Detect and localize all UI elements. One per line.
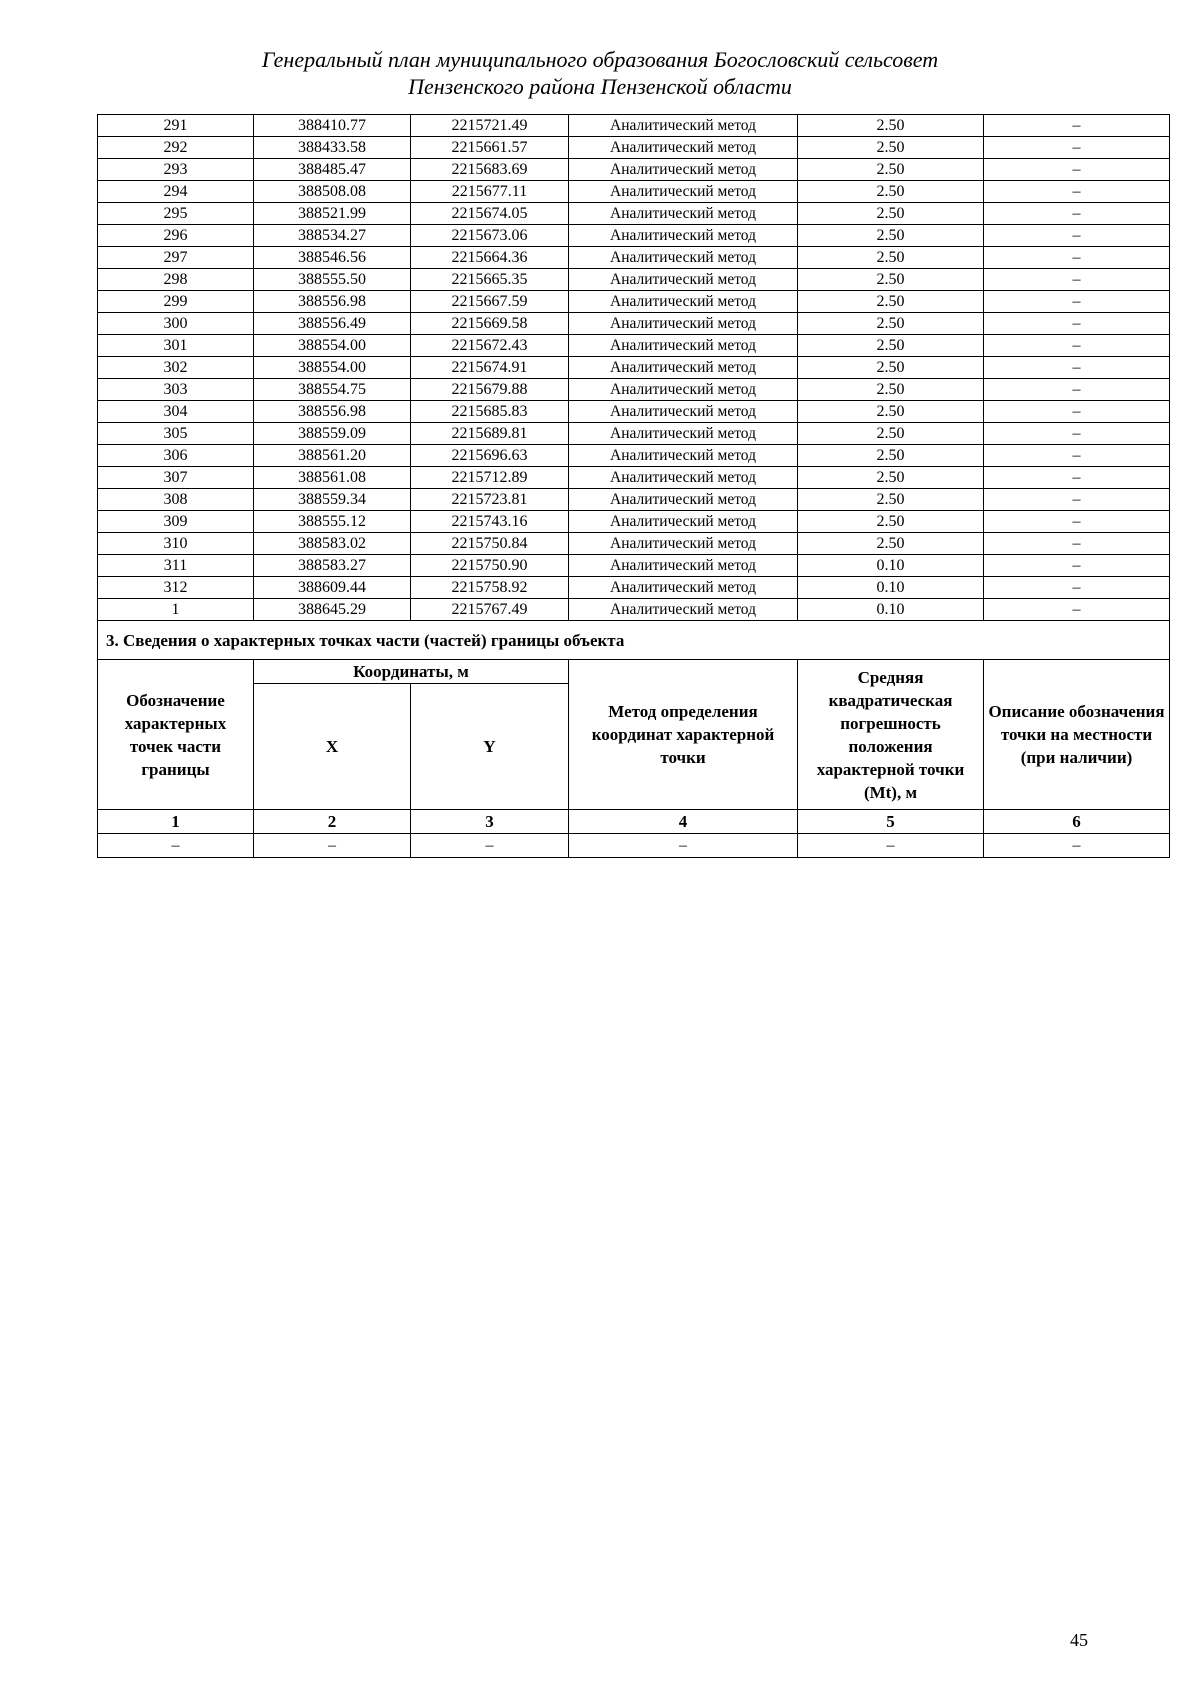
section-3-title-row (98, 621, 1170, 660)
description-cell: – (984, 489, 1170, 511)
x-coordinate-cell: 388555.50 (254, 269, 411, 291)
point-number-cell: 303 (98, 379, 254, 401)
empty-row (98, 834, 1170, 858)
method-cell: Аналитический метод (569, 291, 798, 313)
point-number-cell: 293 (98, 159, 254, 181)
x-coordinate-cell: 388485.47 (254, 159, 411, 181)
table-row (98, 225, 1170, 247)
error-cell: 0.10 (798, 577, 984, 599)
error-cell: 2.50 (798, 401, 984, 423)
point-number-cell: 295 (98, 203, 254, 225)
y-coordinate-cell: 2215750.84 (411, 533, 569, 555)
error-cell: 2.50 (798, 203, 984, 225)
error-cell: 2.50 (798, 313, 984, 335)
y-coordinate-cell: 2215743.16 (411, 511, 569, 533)
table-row (98, 511, 1170, 533)
method-cell: Аналитический метод (569, 247, 798, 269)
y-coordinate-cell: 2215664.36 (411, 247, 569, 269)
error-cell: 2.50 (798, 137, 984, 159)
y-coordinate-cell: 2215758.92 (411, 577, 569, 599)
x-coordinate-cell: 388546.56 (254, 247, 411, 269)
description-cell: – (984, 467, 1170, 489)
y-coordinate-cell: 2215661.57 (411, 137, 569, 159)
x-coordinate-cell: 388561.08 (254, 467, 411, 489)
description-cell: – (984, 379, 1170, 401)
method-cell: Аналитический метод (569, 423, 798, 445)
method-cell: Аналитический метод (569, 533, 798, 555)
section-3 (98, 621, 1170, 858)
y-coordinate-cell: 2215665.35 (411, 269, 569, 291)
error-cell: 2.50 (798, 445, 984, 467)
x-coordinate-cell: 388508.08 (254, 181, 411, 203)
table-row (98, 423, 1170, 445)
x-coordinate-cell: 388554.00 (254, 357, 411, 379)
header-x: X (254, 684, 411, 810)
y-coordinate-cell: 2215669.58 (411, 313, 569, 335)
error-cell: 2.50 (798, 379, 984, 401)
table-row (98, 291, 1170, 313)
description-cell: – (984, 203, 1170, 225)
y-coordinate-cell: 2215674.91 (411, 357, 569, 379)
point-number-cell: 307 (98, 467, 254, 489)
x-coordinate-cell: 388645.29 (254, 599, 411, 621)
y-coordinate-cell: 2215689.81 (411, 423, 569, 445)
point-number-cell: 292 (98, 137, 254, 159)
method-cell: Аналитический метод (569, 313, 798, 335)
method-cell: Аналитический метод (569, 445, 798, 467)
y-coordinate-cell: 2215712.89 (411, 467, 569, 489)
y-coordinate-cell: 2215683.69 (411, 159, 569, 181)
description-cell: – (984, 577, 1170, 599)
point-number-cell: 1 (98, 599, 254, 621)
x-coordinate-cell: 388583.02 (254, 533, 411, 555)
point-number-cell: 291 (98, 115, 254, 137)
x-coordinate-cell: 388554.00 (254, 335, 411, 357)
empty-cell: – (569, 834, 798, 858)
y-coordinate-cell: 2215673.06 (411, 225, 569, 247)
point-number-cell: 301 (98, 335, 254, 357)
error-cell: 0.10 (798, 555, 984, 577)
column-number: 4 (569, 810, 798, 834)
y-coordinate-cell: 2215696.63 (411, 445, 569, 467)
table-row (98, 467, 1170, 489)
x-coordinate-cell: 388583.27 (254, 555, 411, 577)
error-cell: 0.10 (798, 599, 984, 621)
x-coordinate-cell: 388410.77 (254, 115, 411, 137)
x-coordinate-cell: 388556.98 (254, 291, 411, 313)
header-method: Метод определения координат характерной точки (569, 660, 798, 810)
description-cell: – (984, 599, 1170, 621)
y-coordinate-cell: 2215677.11 (411, 181, 569, 203)
point-number-cell: 311 (98, 555, 254, 577)
header-error: Средняя квадратическая погрешность положения характерной точки (Mt), м (798, 660, 984, 810)
description-cell: – (984, 401, 1170, 423)
table-row (98, 489, 1170, 511)
description-cell: – (984, 291, 1170, 313)
description-cell: – (984, 555, 1170, 577)
description-cell: – (984, 423, 1170, 445)
x-coordinate-cell: 388534.27 (254, 225, 411, 247)
empty-cell: – (254, 834, 411, 858)
column-number: 2 (254, 810, 411, 834)
y-coordinate-cell: 2215767.49 (411, 599, 569, 621)
description-cell: – (984, 445, 1170, 467)
x-coordinate-cell: 388559.09 (254, 423, 411, 445)
y-coordinate-cell: 2215685.83 (411, 401, 569, 423)
method-cell: Аналитический метод (569, 181, 798, 203)
point-number-cell: 297 (98, 247, 254, 269)
page-number: 45 (1070, 1630, 1088, 1650)
method-cell: Аналитический метод (569, 269, 798, 291)
description-cell: – (984, 115, 1170, 137)
error-cell: 2.50 (798, 357, 984, 379)
error-cell: 2.50 (798, 247, 984, 269)
column-numbers-row (98, 810, 1170, 834)
header-line-1: Генеральный план муниципального образования Богословский сельсовет (261, 47, 939, 72)
point-number-cell: 294 (98, 181, 254, 203)
x-coordinate-cell: 388554.75 (254, 379, 411, 401)
method-cell: Аналитический метод (569, 159, 798, 181)
error-cell: 2.50 (798, 115, 984, 137)
point-number-cell: 300 (98, 313, 254, 335)
header-row-top (98, 660, 1170, 684)
method-cell: Аналитический метод (569, 115, 798, 137)
column-number: 5 (798, 810, 984, 834)
header-description: Описание обозначения точки на местности (при наличии) (984, 660, 1170, 810)
x-coordinate-cell: 388433.58 (254, 137, 411, 159)
table-row (98, 137, 1170, 159)
header-line-2: Пензенского района Пензенской области (408, 74, 792, 99)
method-cell: Аналитический метод (569, 357, 798, 379)
description-cell: – (984, 225, 1170, 247)
x-coordinate-cell: 388556.49 (254, 313, 411, 335)
y-coordinate-cell: 2215667.59 (411, 291, 569, 313)
description-cell: – (984, 357, 1170, 379)
error-cell: 2.50 (798, 335, 984, 357)
method-cell: Аналитический метод (569, 225, 798, 247)
error-cell: 2.50 (798, 159, 984, 181)
table-row (98, 357, 1170, 379)
header-y: Y (411, 684, 569, 810)
method-cell: Аналитический метод (569, 379, 798, 401)
y-coordinate-cell: 2215674.05 (411, 203, 569, 225)
point-number-cell: 296 (98, 225, 254, 247)
method-cell: Аналитический метод (569, 467, 798, 489)
method-cell: Аналитический метод (569, 401, 798, 423)
description-cell: – (984, 159, 1170, 181)
description-cell: – (984, 181, 1170, 203)
error-cell: 2.50 (798, 291, 984, 313)
table-row (98, 313, 1170, 335)
coordinates-rows (98, 115, 1170, 621)
y-coordinate-cell: 2215679.88 (411, 379, 569, 401)
section-3-title: 3. Сведения о характерных точках части (частей) границы объекта (98, 621, 1170, 660)
error-cell: 2.50 (798, 181, 984, 203)
column-number: 1 (98, 810, 254, 834)
table-row (98, 445, 1170, 467)
table-row (98, 599, 1170, 621)
empty-cell: – (411, 834, 569, 858)
method-cell: Аналитический метод (569, 577, 798, 599)
x-coordinate-cell: 388559.34 (254, 489, 411, 511)
description-cell: – (984, 511, 1170, 533)
method-cell: Аналитический метод (569, 203, 798, 225)
description-cell: – (984, 137, 1170, 159)
error-cell: 2.50 (798, 225, 984, 247)
method-cell: Аналитический метод (569, 599, 798, 621)
column-number: 6 (984, 810, 1170, 834)
point-number-cell: 309 (98, 511, 254, 533)
document-header (0, 46, 1200, 100)
x-coordinate-cell: 388609.44 (254, 577, 411, 599)
y-coordinate-cell: 2215723.81 (411, 489, 569, 511)
header-designation: Обозначение характерных точек части границы (98, 660, 254, 810)
table-row (98, 335, 1170, 357)
method-cell: Аналитический метод (569, 555, 798, 577)
description-cell: – (984, 313, 1170, 335)
error-cell: 2.50 (798, 423, 984, 445)
header-coordinates: Координаты, м (254, 660, 569, 684)
point-number-cell: 298 (98, 269, 254, 291)
point-number-cell: 302 (98, 357, 254, 379)
table-row (98, 555, 1170, 577)
table-row (98, 533, 1170, 555)
point-number-cell: 305 (98, 423, 254, 445)
description-cell: – (984, 247, 1170, 269)
method-cell: Аналитический метод (569, 335, 798, 357)
table-row (98, 159, 1170, 181)
table-row (98, 269, 1170, 291)
method-cell: Аналитический метод (569, 511, 798, 533)
y-coordinate-cell: 2215672.43 (411, 335, 569, 357)
error-cell: 2.50 (798, 489, 984, 511)
y-coordinate-cell: 2215721.49 (411, 115, 569, 137)
x-coordinate-cell: 388521.99 (254, 203, 411, 225)
table-row (98, 247, 1170, 269)
description-cell: – (984, 533, 1170, 555)
point-number-cell: 306 (98, 445, 254, 467)
description-cell: – (984, 269, 1170, 291)
coordinates-table (97, 114, 1170, 858)
empty-cell: – (984, 834, 1170, 858)
table-row (98, 203, 1170, 225)
method-cell: Аналитический метод (569, 137, 798, 159)
table-row (98, 379, 1170, 401)
point-number-cell: 310 (98, 533, 254, 555)
error-cell: 2.50 (798, 467, 984, 489)
x-coordinate-cell: 388561.20 (254, 445, 411, 467)
table-row (98, 181, 1170, 203)
table-row (98, 115, 1170, 137)
error-cell: 2.50 (798, 269, 984, 291)
error-cell: 2.50 (798, 511, 984, 533)
table-row (98, 401, 1170, 423)
y-coordinate-cell: 2215750.90 (411, 555, 569, 577)
table-row (98, 577, 1170, 599)
empty-cell: – (98, 834, 254, 858)
column-number: 3 (411, 810, 569, 834)
error-cell: 2.50 (798, 533, 984, 555)
point-number-cell: 304 (98, 401, 254, 423)
empty-cell: – (798, 834, 984, 858)
x-coordinate-cell: 388555.12 (254, 511, 411, 533)
x-coordinate-cell: 388556.98 (254, 401, 411, 423)
point-number-cell: 312 (98, 577, 254, 599)
description-cell: – (984, 335, 1170, 357)
point-number-cell: 299 (98, 291, 254, 313)
point-number-cell: 308 (98, 489, 254, 511)
method-cell: Аналитический метод (569, 489, 798, 511)
